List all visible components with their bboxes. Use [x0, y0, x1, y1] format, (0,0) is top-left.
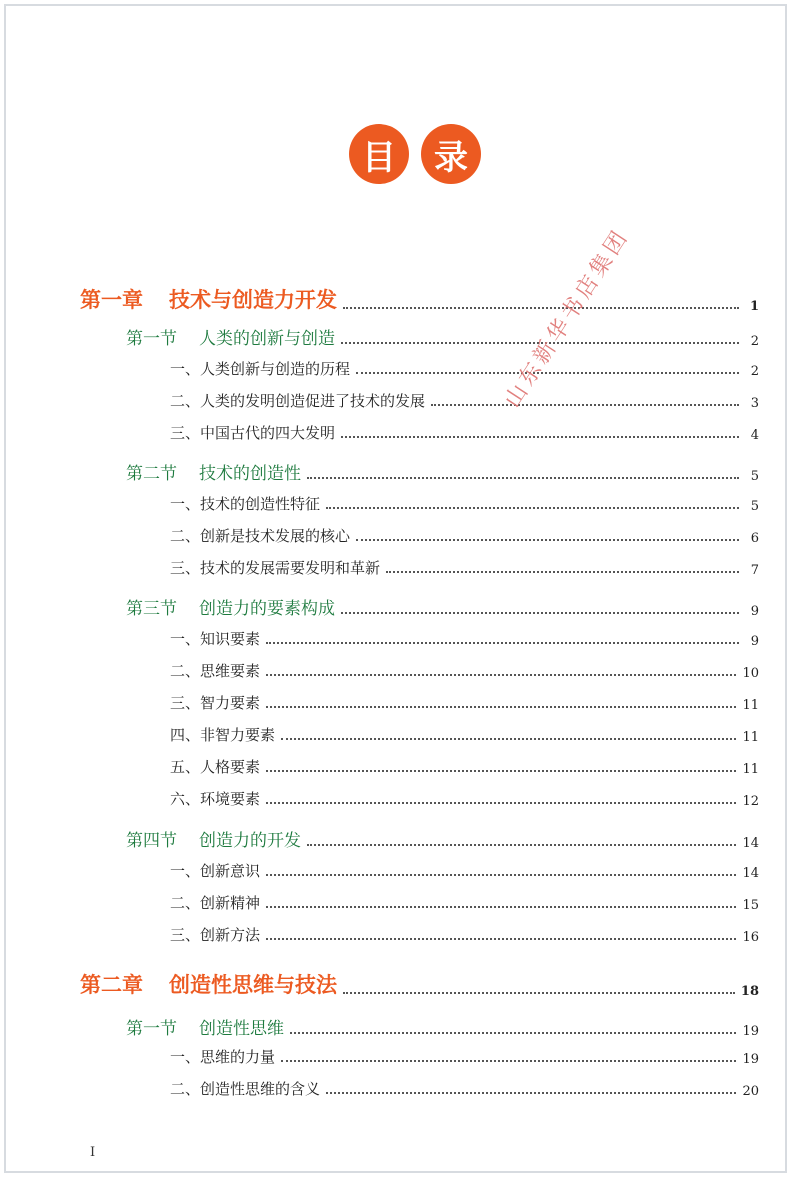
toc-item-label: 二、人类的发明创造促进了技术的发展: [170, 392, 426, 410]
dot-leader: [431, 404, 739, 406]
dot-leader: [266, 906, 736, 908]
dot-leader: [281, 1060, 736, 1062]
toc-item-label: 三、创新方法: [170, 926, 261, 944]
dot-leader: [266, 802, 736, 804]
toc-section-title: 人类的创新与创造: [199, 329, 335, 349]
dot-leader: [307, 844, 736, 846]
toc-item-row[interactable]: [170, 628, 759, 649]
toc-page-number: 2: [750, 364, 759, 379]
toc-item-label: 二、创新精神: [170, 894, 261, 912]
toc-item-row[interactable]: [170, 692, 759, 713]
toc-item-row[interactable]: [170, 557, 759, 578]
toc-item-row[interactable]: [170, 1046, 759, 1067]
toc-section-number: 第一节: [126, 1019, 177, 1039]
toc-section-row[interactable]: [126, 324, 759, 349]
dot-leader: [341, 436, 739, 438]
dot-leader: [290, 1032, 736, 1034]
toc-chapter-row[interactable]: [80, 969, 759, 999]
dot-leader: [281, 738, 736, 740]
toc-section-label: [126, 594, 335, 619]
toc-section-title: 创造力的开发: [199, 831, 301, 851]
toc-page-number: 14: [742, 866, 759, 881]
toc-item-row[interactable]: [170, 756, 759, 777]
toc-chapter-number: 第二章: [80, 973, 143, 997]
toc-item-label: 二、思维要素: [170, 662, 261, 680]
toc-page-number: 5: [750, 499, 759, 514]
toc-item-label: 一、技术的创造性特征: [170, 495, 321, 513]
toc-item-row[interactable]: [170, 493, 759, 514]
toc-item-row[interactable]: [170, 788, 759, 809]
toc-page-number: 19: [742, 1024, 759, 1039]
page: [4, 4, 787, 1173]
toc-page-number: 11: [742, 698, 759, 713]
toc-item-label: 五、人格要素: [170, 758, 261, 776]
toc-item-row[interactable]: [170, 724, 759, 745]
toc-item-label: 三、技术的发展需要发明和革新: [170, 559, 381, 577]
toc-section-number: 第一节: [126, 329, 177, 349]
title-char-2: 录: [421, 124, 481, 184]
toc-section-title: 创造性思维: [199, 1019, 284, 1039]
toc-section-label: [126, 324, 335, 349]
toc-page-number: 9: [750, 604, 759, 619]
toc-section-label: [126, 1014, 284, 1039]
toc-item-row[interactable]: [170, 358, 759, 379]
toc-item-label: 三、中国古代的四大发明: [170, 424, 336, 442]
dot-leader: [266, 642, 739, 644]
toc-page-number: 5: [750, 469, 759, 484]
toc-page-number: 7: [750, 563, 759, 578]
toc-item-row[interactable]: [170, 660, 759, 681]
toc-chapter-label: [80, 969, 337, 999]
toc-section-row[interactable]: [126, 826, 759, 851]
dot-leader: [326, 1092, 736, 1094]
toc-chapter-row[interactable]: [80, 284, 759, 314]
dot-leader: [266, 770, 736, 772]
watermark-stamp: 山东新华书店集团: [500, 224, 635, 413]
toc-section-number: 第二节: [126, 464, 177, 484]
toc-section-label: [126, 459, 301, 484]
toc-page-number: 18: [740, 984, 759, 999]
toc-item-row[interactable]: [170, 525, 759, 546]
toc-item-label: 一、思维的力量: [170, 1048, 276, 1066]
toc-page-number: 14: [742, 836, 759, 851]
toc-item-label: 二、创造性思维的含义: [170, 1080, 321, 1098]
dot-leader: [307, 477, 739, 479]
dot-leader: [343, 307, 739, 309]
toc-item-label: 三、智力要素: [170, 694, 261, 712]
dot-leader: [386, 571, 739, 573]
toc-item-label: 六、环境要素: [170, 790, 261, 808]
toc-item-label: 四、非智力要素: [170, 726, 276, 744]
page-number: I: [90, 1145, 96, 1160]
toc-page-number: 12: [742, 794, 759, 809]
toc-page-number: 20: [742, 1084, 759, 1099]
dot-leader: [341, 612, 739, 614]
toc-chapter-title: 技术与创造力开发: [169, 288, 337, 312]
toc-item-row[interactable]: [170, 422, 759, 443]
toc-page-number: 19: [742, 1052, 759, 1067]
toc-chapter-label: [80, 284, 337, 314]
dot-leader: [356, 539, 739, 541]
toc-page-number: 10: [742, 666, 759, 681]
toc-chapter-number: 第一章: [80, 288, 143, 312]
toc-page-number: 9: [750, 634, 759, 649]
toc-section-title: 技术的创造性: [199, 464, 301, 484]
toc-section-title: 创造力的要素构成: [199, 599, 335, 619]
toc-item-label: 一、创新意识: [170, 862, 261, 880]
toc-item-label: 二、创新是技术发展的核心: [170, 527, 351, 545]
title-char-1: 目: [349, 124, 409, 184]
toc-section-number: 第四节: [126, 831, 177, 851]
toc-page-number: 15: [742, 898, 759, 913]
dot-leader: [266, 674, 736, 676]
toc-page-number: 4: [750, 428, 759, 443]
toc-section-number: 第三节: [126, 599, 177, 619]
dot-leader: [326, 507, 739, 509]
toc-page-number: 1: [749, 299, 759, 314]
toc-page-number: 11: [742, 730, 759, 745]
toc-item-label: 一、人类创新与创造的历程: [170, 360, 351, 378]
toc-page-number: 3: [750, 396, 759, 411]
toc-item-row[interactable]: [170, 892, 759, 913]
toc-chapter-title: 创造性思维与技法: [169, 973, 337, 997]
dot-leader: [343, 992, 735, 994]
toc-page-number: 6: [750, 531, 759, 546]
toc-section-row[interactable]: [126, 1014, 759, 1039]
dot-leader: [266, 874, 736, 876]
toc-page-number: 16: [742, 930, 759, 945]
toc-section-label: [126, 826, 301, 851]
toc-page-number: 2: [750, 334, 759, 349]
dot-leader: [266, 938, 736, 940]
toc-item-label: 一、知识要素: [170, 630, 261, 648]
toc-section-row[interactable]: [126, 594, 759, 619]
toc-section-row[interactable]: [126, 459, 759, 484]
toc-item-row[interactable]: [170, 860, 759, 881]
toc-item-row[interactable]: [170, 390, 759, 411]
dot-leader: [266, 706, 736, 708]
toc-page-number: 11: [742, 762, 759, 777]
toc-item-row[interactable]: [170, 924, 759, 945]
toc-item-row[interactable]: [170, 1078, 759, 1099]
toc-title: [349, 124, 481, 184]
